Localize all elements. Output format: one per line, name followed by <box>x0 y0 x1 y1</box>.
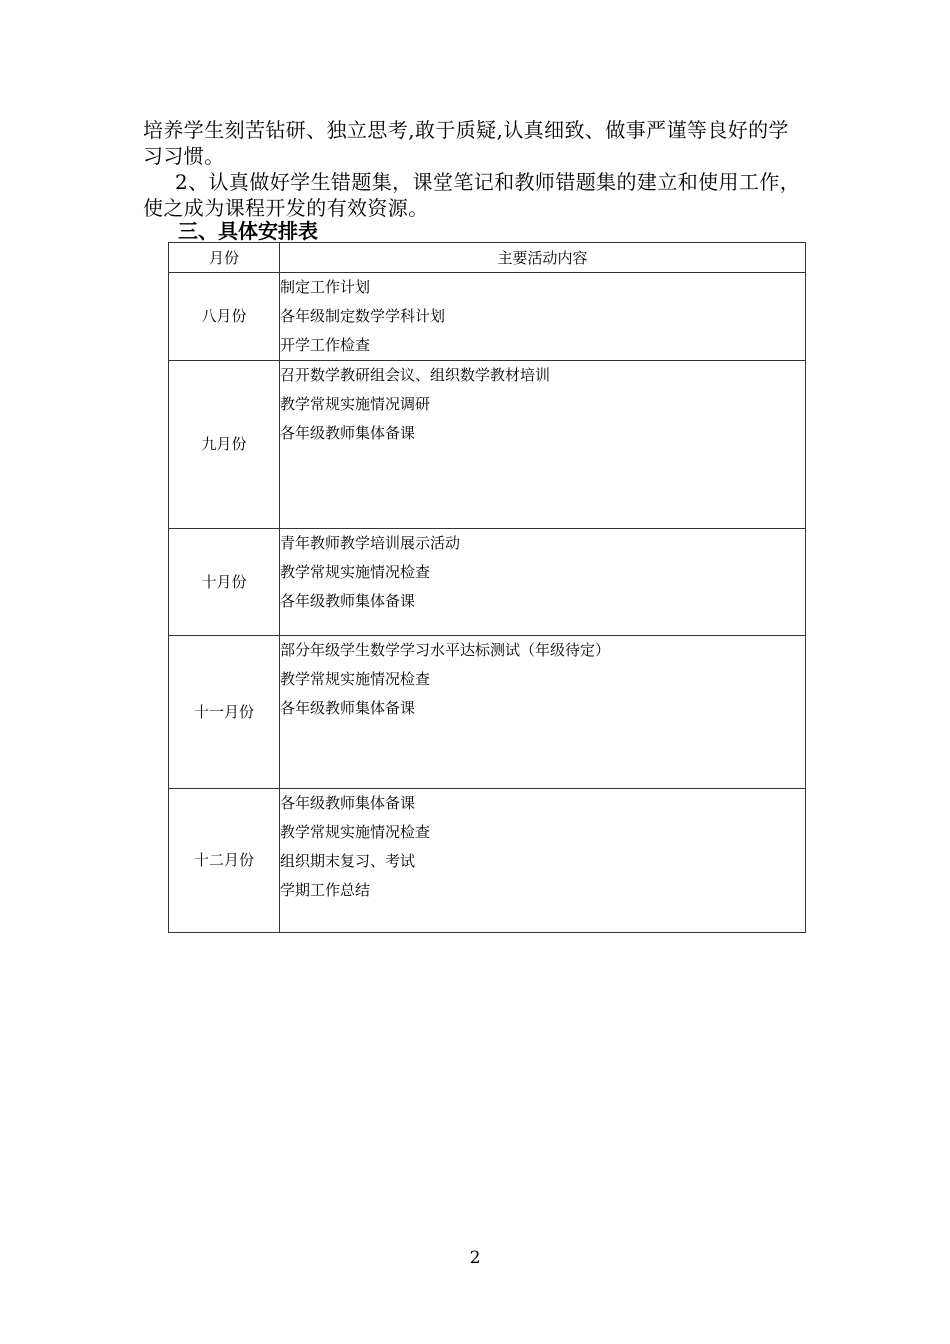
activity-item: 部分年级学生数学学习水平达标测试（年级待定） <box>280 641 611 659</box>
activity-item: 各年级教师集体备课 <box>280 592 416 610</box>
activity-item: 开学工作检查 <box>280 336 371 354</box>
activity-item: 组织期末复习、考试 <box>280 852 416 870</box>
activity-item: 教学常规实施情况检查 <box>280 563 431 581</box>
month-cell: 十一月份 <box>169 636 280 789</box>
paragraph-habits: 培养学生刻苦钻研、独立思考,敢于质疑,认真细致、做事严谨等良好的学习习惯。 <box>143 118 789 168</box>
activity-item: 教学常规实施情况调研 <box>280 395 431 413</box>
activities-cell <box>280 636 806 789</box>
table-row <box>169 529 806 636</box>
activities-cell <box>280 789 806 933</box>
month-cell: 十二月份 <box>169 789 280 933</box>
month-cell: 十月份 <box>169 529 280 636</box>
page-number: 2 <box>469 1248 481 1268</box>
header-month: 月份 <box>169 243 280 273</box>
activity-item: 各年级教师集体备课 <box>280 424 416 442</box>
table-row <box>169 789 806 933</box>
activity-item: 各年级制定数学学科计划 <box>280 307 446 325</box>
paragraph-error-collection: 2、认真做好学生错题集，课堂笔记和教师错题集的建立和使用工作，使之成为课程开发的有效资源。 <box>143 170 801 220</box>
activity-item: 各年级教师集体备课 <box>280 699 416 717</box>
activity-item: 召开数学教研组会议、组织数学教材培训 <box>280 366 551 384</box>
header-content: 主要活动内容 <box>280 243 806 273</box>
activities-cell <box>280 361 806 529</box>
activities-cell <box>280 273 806 361</box>
activity-item: 教学常规实施情况检查 <box>280 670 431 688</box>
table-row <box>169 361 806 529</box>
activity-item: 制定工作计划 <box>280 278 371 296</box>
table-row <box>169 273 806 361</box>
activity-item: 学期工作总结 <box>280 881 371 899</box>
activity-item: 青年教师教学培训展示活动 <box>280 534 461 552</box>
activity-item: 教学常规实施情况检查 <box>280 823 431 841</box>
month-cell: 八月份 <box>169 273 280 361</box>
table-header-row <box>169 243 806 273</box>
month-cell: 九月份 <box>169 361 280 529</box>
section-heading: 三、具体安排表 <box>178 219 318 243</box>
activities-cell <box>280 529 806 636</box>
table-row <box>169 636 806 789</box>
schedule-table <box>168 242 806 933</box>
activity-item: 各年级教师集体备课 <box>280 794 416 812</box>
